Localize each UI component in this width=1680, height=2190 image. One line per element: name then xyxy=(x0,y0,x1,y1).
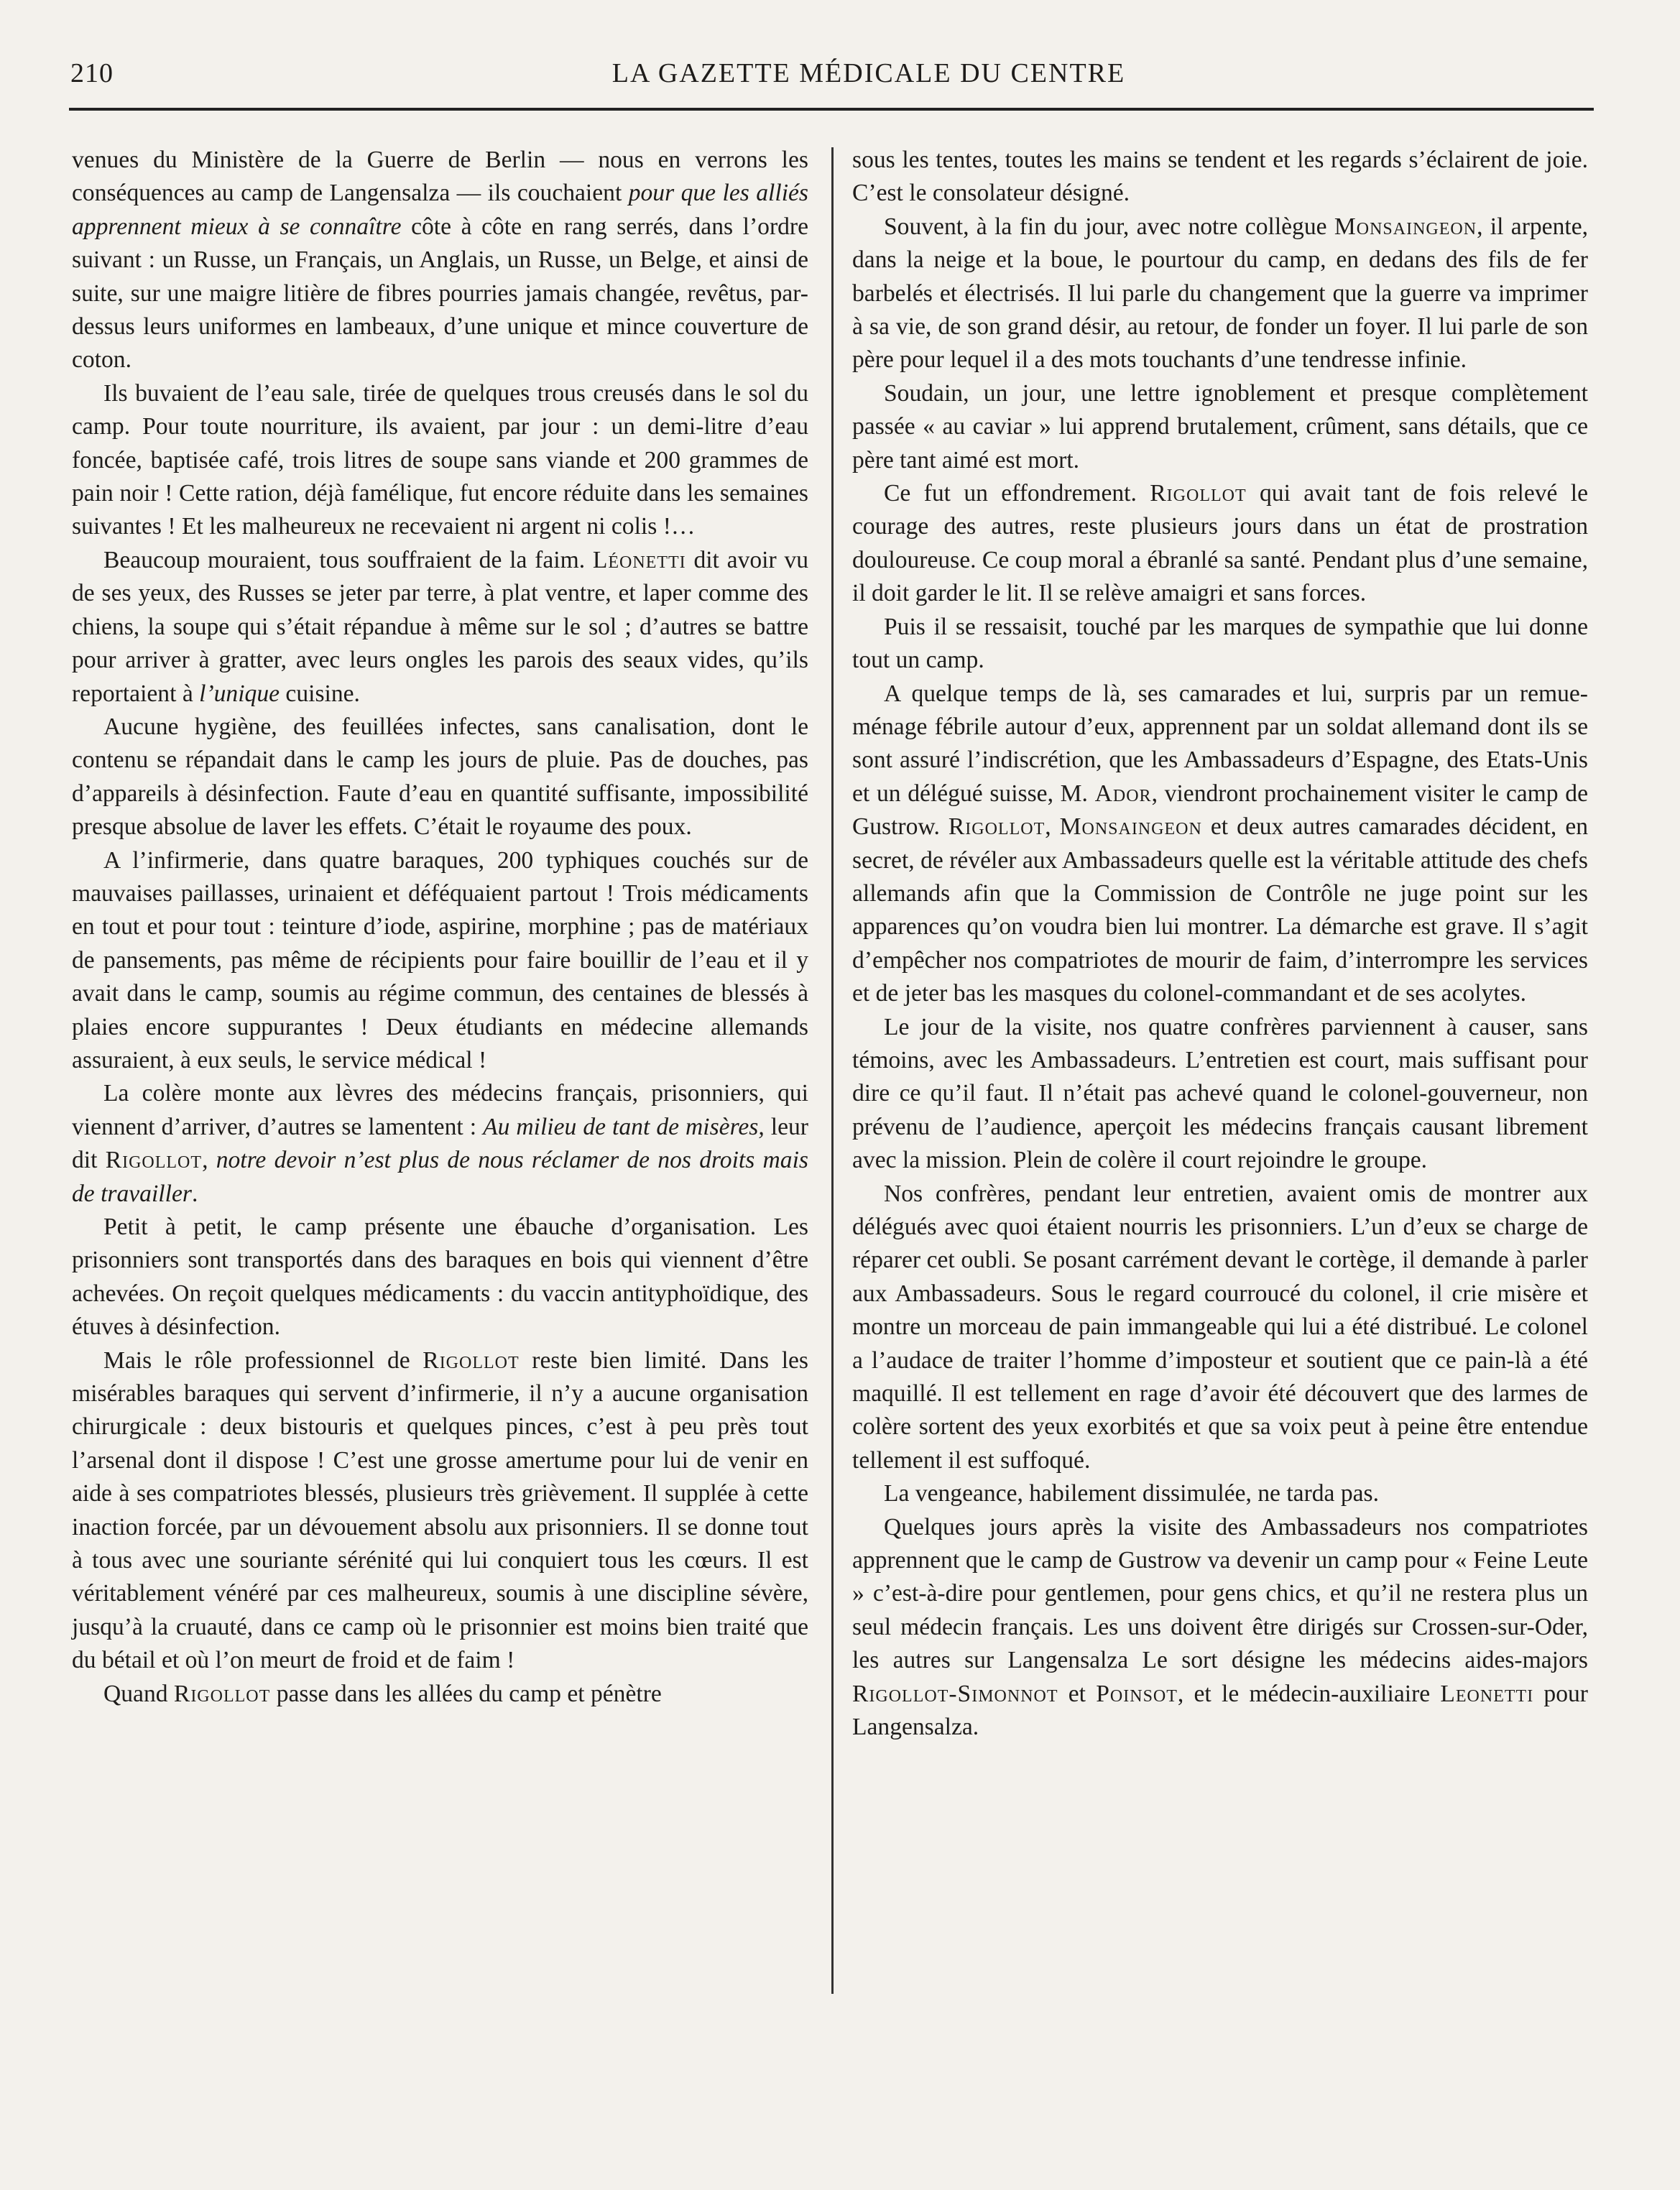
paragraph xyxy=(72,544,808,711)
italic-text: notre devoir n’est plus de nous réclamer de nos droits mais de travailler xyxy=(72,1147,808,1207)
text-run: Quand xyxy=(103,1680,174,1707)
person-name: Rigollot xyxy=(105,1147,203,1174)
text-run: Souvent, à la fin du jour, avec notre collègue xyxy=(884,213,1334,240)
text-run: cuisine. xyxy=(280,680,360,707)
paragraph: A l’infirmerie, dans quatre baraques, 200 typhiques couchés sur de mauvaises paillasses, urinaient et déféquaient partout ! Trois médicaments en tout et pour tout : teinture d’iode, aspirine, morphine ; pas de matériaux de pansements, pas même de récipients pour faire bouillir de l’eau et il y avait dans le camp, soumis au régime commun, des centaines de blessés à plaies encore suppurantes ! Deux étudiants en médecine allemands assuraient, à eux seuls, le service médical ! xyxy=(72,846,808,1073)
person-name: Rigollot-Simonnot xyxy=(852,1680,1058,1707)
text-run: , xyxy=(202,1147,216,1174)
paragraph: sous les tentes, toutes les mains se tendent et les regards s’éclairent de joie. C’est le consolateur désigné. xyxy=(852,147,1588,207)
text-run: passe dans les allées du camp et pénètre xyxy=(270,1680,662,1707)
paragraph: Petit à petit, le camp présente une ébauche d’organisation. Les prisonniers sont transportés dans des baraques en bois qui viennent d’être achevées. On reçoit quelques médicaments : du vaccin antityphoïdique, des étuves à désinfection. xyxy=(72,1214,808,1341)
person-name: Leonetti xyxy=(1440,1680,1534,1707)
person-name: Rigollot xyxy=(1150,480,1247,507)
text-run: , xyxy=(1045,813,1060,841)
right-column xyxy=(852,144,1588,1745)
italic-text: l’unique xyxy=(199,680,280,707)
paragraph xyxy=(72,1344,808,1678)
paragraph xyxy=(852,678,1588,1011)
paragraph xyxy=(852,477,1588,611)
text-run: La colère monte aux lèvres des médecins français, prisonniers, qui viennent d’arriver, d’autres se lamentent : xyxy=(72,1080,808,1140)
person-name: Léonetti xyxy=(592,546,686,573)
person-name: Rigollot xyxy=(423,1346,520,1374)
person-name: Rigollot xyxy=(173,1680,271,1707)
page-number: 210 xyxy=(70,58,114,88)
paragraph: Soudain, un jour, une lettre ignoblement et presque complètement passée « au caviar » lui apprend brutalement, crûment, sans détails, que ce père tant aimé est mort. xyxy=(852,379,1588,473)
text-run: et deux autres camarades décident, en secret, de révéler aux Ambassadeurs quelle est la véritable attitude des chefs allemands afin que la Commission de Contrôle ne juge point sur les apparences qu’on voudra bien lui montrer. La démarche est grave. Il s’agit d’empêcher nos compatriotes de mourir de faim, d’interrompre les services et de jeter bas les masques du colonel-commandant et de ses acolytes. xyxy=(852,813,1589,1007)
paragraph: Aucune hygiène, des feuillées infectes, sans canalisation, dont le contenu se répandait dans le camp les jours de pluie. Pas de douches, pas d’appareils à désinfection. Faute d’eau en quantité suffisante, impossibilité presque absolue de laver les effets. C’était le royaume des poux. xyxy=(72,713,808,841)
paragraph: Le jour de la visite, nos quatre confrères parviennent à causer, sans témoins, avec les Ambassadeurs. L’entretien est court, mais suffisant pour dire ce qu’il faut. Il n’était pas achevé quand le colonel-gouverneur, non prévenu de l’audience, aperçoit les médecins français causant librement avec la mission. Plein de colère il court rejoindre le groupe. xyxy=(852,1013,1588,1174)
text-run: venues du Ministère de la Guerre de Berlin — nous en verrons les conséquences au camp de Langensalza — ils couchaient xyxy=(72,147,808,207)
person-name: Poinsot xyxy=(1096,1680,1178,1707)
paragraph xyxy=(72,1077,808,1211)
paragraph xyxy=(72,1678,808,1711)
text-run: leur dit xyxy=(72,1113,808,1174)
text-run: Beaucoup mouraient, tous souffraient de la faim. xyxy=(103,546,593,573)
paragraph: Ils buvaient de l’eau sale, tirée de quelques trous creusés dans le sol du camp. Pour toute nourriture, ils avaient, par jour : un demi-litre d’eau foncée, baptisée café, trois litres de soupe sans viande et 200 grammes de pain noir ! Cette ration, déjà famélique, fut encore réduite dans les semaines suivantes ! Et les malheureux ne recevaient ni argent ni colis !… xyxy=(72,379,808,540)
text-run: A quelque temps de là, ses camarades et lui, surpris par un remue-ménage fébrile autour d’eux, apprennent par un soldat allemand dont ils se sont assuré l’indiscrétion, que les Ambassadeurs d’Espagne, des Etats-Unis et un délégué suisse, M. xyxy=(852,680,1588,807)
text-run: pour Langensalza. xyxy=(852,1680,1588,1741)
text-run: et xyxy=(1058,1680,1097,1707)
person-name: Monsaingeon xyxy=(1059,813,1202,841)
text-run: côte à côte en rang serrés, dans l’ordre suivant : un Russe, un Français, un Anglais, un Russe, un Belge, et ainsi de suite, sur une maigre litière de fibres pourries jamais changée, revêtus, par-dessus leurs uniformes en lambeaux, d’une unique et mince couverture de coton. xyxy=(72,213,809,374)
text-run: , il arpente, dans la neige et la boue, le pourtour du camp, en dedans des fils de fer barbelés et électrisés. Il lui parle du changement que la guerre va imprimer à sa vie, de son grand désir, au retour, de fonder un foyer. Il lui parle de son père pour lequel il a des mots touchants d’une tendresse infinie. xyxy=(852,213,1589,374)
text-run: , et le médecin-auxiliaire xyxy=(1177,1680,1441,1707)
person-name: Monsaingeon xyxy=(1334,213,1477,240)
left-column xyxy=(72,144,808,1711)
text-run: reste bien limité. Dans les misérables baraques qui servent d’infirmerie, il n’y a aucune organisation chirurgicale : deux bistouris et quelques pinces, c’est à peu près tout l’arsenal dont il dispose ! C’est une grosse amertume pour lui de venir en aide à ses compatriotes blessés, plusieurs très grièvement. Il supplée à cette inaction forcée, par un dévouement absolu aux prisonniers. Il se donne tout à tous avec une souriante sérénité qui lui conquiert tous les cœurs. Il est véritablement vénéré par ces malheureux, soumis à une discipline sévère, jusqu’à la cruauté, dans ce camp où le prisonnier est moins bien traité que du bétail et où l’on meurt de froid et de faim ! xyxy=(72,1346,808,1674)
paragraph xyxy=(852,211,1588,377)
column-divider xyxy=(831,147,834,1994)
paragraph xyxy=(72,144,808,377)
text-run: qui avait tant de fois relevé le courage des autres, reste plusieurs jours dans un état de prostration douloureuse. Ce coup moral a ébranlé sa santé. Pendant plus d’une semaine, il doit garder le lit. Il se relève amaigri et sans forces. xyxy=(852,480,1589,607)
person-name: Rigollot xyxy=(948,813,1046,841)
person-name: Ador xyxy=(1094,780,1152,807)
text-run: Mais le rôle professionnel de xyxy=(103,1346,423,1374)
header-rule xyxy=(69,108,1594,111)
text-run: . xyxy=(191,1180,198,1207)
text-run: , viendront prochainement visiter le camp de Gustrow. xyxy=(852,780,1588,841)
paragraph: Puis il se ressaisit, touché par les marques de sympathie que lui donne tout un camp. xyxy=(852,613,1588,674)
text-run: Ce fut un effondrement. xyxy=(884,480,1150,507)
paragraph: Nos confrères, pendant leur entretien, avaient omis de montrer aux délégués avec quoi étaient nourris les prisonniers. L’un d’eux se charge de réparer cet oubli. Se posant carrément devant le cortège, il demande à parler aux Ambassadeurs. Sous le regard courroucé du colonel, il crie misère et montre un morceau de pain immangeable qui lui a été distribué. Le colonel a l’audace de traiter l’homme d’imposteur et soutient que ce pain-là a été maquillé. Il est tellement en rage d’avoir été découvert que des larmes de colère sortent des yeux exorbités et que sa voix peut à peine être entendue tellement il est suffoqué. xyxy=(852,1180,1588,1474)
italic-text: Au milieu de tant de misères, xyxy=(483,1113,765,1140)
text-run: Quelques jours après la visite des Ambassadeurs nos compatriotes apprennent que le camp de Gustrow va devenir un camp pour « Feine Leute » c’est-à-dire pour gentlemen, pour gens chics, et qu’il ne restera plus un seul médecin français. Les uns doivent être dirigés sur Crossen-sur-Oder, les autres sur Langensalza Le sort désigne les médecins aides-majors xyxy=(852,1513,1588,1674)
paragraph xyxy=(852,1511,1588,1745)
italic-text: pour que les alliés apprennent mieux à se connaître xyxy=(72,180,808,240)
running-title: LA GAZETTE MÉDICALE DU CENTRE xyxy=(611,58,1126,88)
text-run: dit avoir vu de ses yeux, des Russes se jeter par terre, à plat ventre, et laper comme des chiens, la soupe qui s’était répandue à même sur le sol ; d’autres se battre pour arriver à gratter, avec leurs ongles les parois des seaux vides, qu’ils reportaient à xyxy=(72,546,809,707)
paragraph: La vengeance, habilement dissimulée, ne tarda pas. xyxy=(884,1480,1380,1507)
